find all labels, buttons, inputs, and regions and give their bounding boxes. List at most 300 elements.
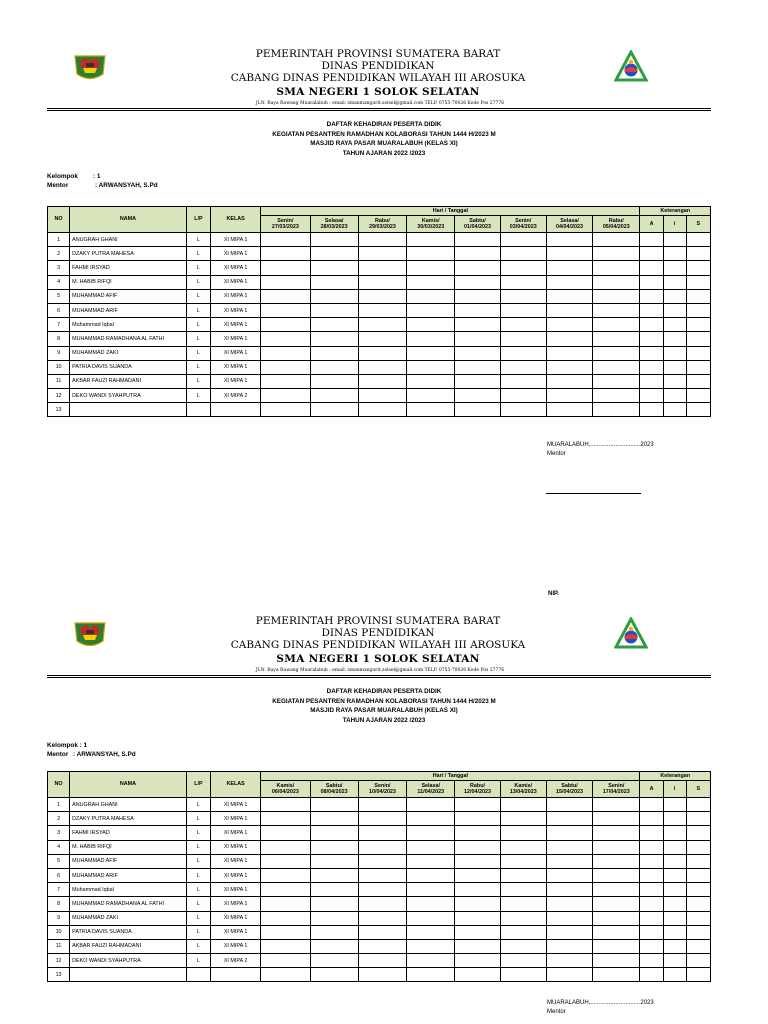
attendance-cell[interactable] xyxy=(546,883,592,897)
attendance-cell[interactable] xyxy=(407,854,455,868)
letterhead-rule-thin xyxy=(47,677,711,678)
attendance-cell[interactable] xyxy=(358,840,406,854)
attendance-cell[interactable] xyxy=(261,275,310,289)
attendance-cell[interactable] xyxy=(686,883,710,897)
attendance-cell[interactable] xyxy=(310,897,358,911)
attendance-cell[interactable] xyxy=(593,374,640,388)
attendance-cell[interactable] xyxy=(310,812,358,826)
attendance-cell[interactable] xyxy=(455,826,500,840)
attendance-cell[interactable] xyxy=(310,346,358,360)
attendance-cell[interactable] xyxy=(546,247,592,261)
attendance-cell[interactable] xyxy=(500,868,546,882)
attendance-cell[interactable] xyxy=(407,360,455,374)
attendance-cell[interactable] xyxy=(663,968,686,982)
attendance-cell[interactable] xyxy=(261,403,310,417)
attendance-cell[interactable] xyxy=(593,826,640,840)
attendance-cell[interactable] xyxy=(593,247,640,261)
attendance-cell[interactable] xyxy=(546,261,592,275)
attendance-cell[interactable] xyxy=(686,318,710,332)
attendance-cell[interactable] xyxy=(686,346,710,360)
attendance-cell[interactable] xyxy=(455,261,500,275)
title-1: DAFTAR KEHADIRAN PESERTA DIDIK xyxy=(326,688,442,695)
attendance-cell[interactable] xyxy=(358,826,406,840)
attendance-cell[interactable] xyxy=(593,968,640,982)
attendance-cell[interactable] xyxy=(407,261,455,275)
attendance-cell[interactable] xyxy=(593,318,640,332)
attendance-cell[interactable] xyxy=(686,812,710,826)
attendance-cell[interactable] xyxy=(358,332,406,346)
attendance-cell[interactable] xyxy=(546,840,592,854)
attendance-cell[interactable] xyxy=(593,303,640,317)
attendance-cell[interactable] xyxy=(310,854,358,868)
attendance-cell[interactable] xyxy=(407,925,455,939)
attendance-cell[interactable] xyxy=(686,261,710,275)
attendance-cell[interactable] xyxy=(455,346,500,360)
attendance-cell[interactable] xyxy=(640,303,663,317)
attendance-cell[interactable] xyxy=(455,812,500,826)
attendance-cell[interactable] xyxy=(310,318,358,332)
attendance-cell[interactable] xyxy=(310,332,358,346)
attendance-cell[interactable] xyxy=(500,925,546,939)
attendance-cell[interactable] xyxy=(686,798,710,812)
attendance-cell[interactable] xyxy=(455,332,500,346)
attendance-cell[interactable] xyxy=(261,247,310,261)
attendance-cell[interactable] xyxy=(310,303,358,317)
attendance-cell[interactable] xyxy=(546,389,592,403)
cell-nama: Muhammad Iqbal xyxy=(70,318,187,332)
attendance-cell[interactable] xyxy=(310,389,358,403)
attendance-cell[interactable] xyxy=(455,840,500,854)
attendance-cell[interactable] xyxy=(593,840,640,854)
attendance-cell[interactable] xyxy=(500,332,546,346)
attendance-cell[interactable] xyxy=(686,233,710,247)
attendance-cell[interactable] xyxy=(640,275,663,289)
attendance-cell[interactable] xyxy=(686,939,710,953)
attendance-cell[interactable] xyxy=(686,332,710,346)
attendance-cell[interactable] xyxy=(455,275,500,289)
attendance-cell[interactable] xyxy=(593,897,640,911)
attendance-cell[interactable] xyxy=(455,389,500,403)
attendance-cell[interactable] xyxy=(310,883,358,897)
attendance-cell[interactable] xyxy=(500,289,546,303)
attendance-cell[interactable] xyxy=(261,854,310,868)
attendance-cell[interactable] xyxy=(640,826,663,840)
attendance-cell[interactable] xyxy=(546,854,592,868)
attendance-cell[interactable] xyxy=(546,275,592,289)
attendance-cell[interactable] xyxy=(310,911,358,925)
attendance-cell[interactable] xyxy=(358,346,406,360)
attendance-cell[interactable] xyxy=(310,247,358,261)
attendance-cell[interactable] xyxy=(640,247,663,261)
attendance-cell[interactable] xyxy=(358,233,406,247)
attendance-cell[interactable] xyxy=(500,360,546,374)
attendance-cell[interactable] xyxy=(686,840,710,854)
attendance-cell[interactable] xyxy=(500,826,546,840)
attendance-cell[interactable] xyxy=(500,261,546,275)
attendance-cell[interactable] xyxy=(640,897,663,911)
attendance-cell[interactable] xyxy=(546,798,592,812)
attendance-cell[interactable] xyxy=(310,374,358,388)
attendance-cell[interactable] xyxy=(500,883,546,897)
attendance-cell[interactable] xyxy=(407,403,455,417)
attendance-cell[interactable] xyxy=(407,275,455,289)
attendance-cell[interactable] xyxy=(261,332,310,346)
attendance-cell[interactable] xyxy=(593,275,640,289)
attendance-cell[interactable] xyxy=(640,233,663,247)
attendance-cell[interactable] xyxy=(686,925,710,939)
attendance-cell[interactable] xyxy=(455,883,500,897)
attendance-cell[interactable] xyxy=(500,798,546,812)
attendance-cell[interactable] xyxy=(663,883,686,897)
attendance-cell[interactable] xyxy=(593,939,640,953)
attendance-cell[interactable] xyxy=(358,954,406,968)
attendance-cell[interactable] xyxy=(640,389,663,403)
col-header-no: NO xyxy=(48,772,70,798)
attendance-cell[interactable] xyxy=(640,925,663,939)
attendance-cell[interactable] xyxy=(640,798,663,812)
attendance-cell[interactable] xyxy=(640,883,663,897)
attendance-cell[interactable] xyxy=(686,911,710,925)
attendance-cell[interactable] xyxy=(407,332,455,346)
attendance-cell[interactable] xyxy=(358,247,406,261)
attendance-cell[interactable] xyxy=(358,897,406,911)
attendance-cell[interactable] xyxy=(663,261,686,275)
col-header-lp: L/P xyxy=(186,207,210,233)
attendance-cell[interactable] xyxy=(455,925,500,939)
attendance-cell[interactable] xyxy=(407,289,455,303)
attendance-cell[interactable] xyxy=(358,403,406,417)
attendance-cell[interactable] xyxy=(640,261,663,275)
attendance-cell[interactable] xyxy=(593,346,640,360)
attendance-cell[interactable] xyxy=(310,798,358,812)
attendance-cell[interactable] xyxy=(663,826,686,840)
attendance-cell[interactable] xyxy=(407,840,455,854)
attendance-cell[interactable] xyxy=(261,812,310,826)
attendance-cell[interactable] xyxy=(593,868,640,882)
attendance-cell[interactable] xyxy=(261,389,310,403)
attendance-cell[interactable] xyxy=(358,883,406,897)
attendance-cell[interactable] xyxy=(358,389,406,403)
attendance-cell[interactable] xyxy=(663,360,686,374)
attendance-cell[interactable] xyxy=(455,360,500,374)
attendance-cell[interactable] xyxy=(663,374,686,388)
attendance-cell[interactable] xyxy=(663,389,686,403)
attendance-cell[interactable] xyxy=(686,360,710,374)
attendance-cell[interactable] xyxy=(686,289,710,303)
attendance-cell[interactable] xyxy=(310,233,358,247)
attendance-cell[interactable] xyxy=(261,318,310,332)
attendance-cell[interactable] xyxy=(358,318,406,332)
attendance-cell[interactable] xyxy=(593,883,640,897)
attendance-cell[interactable] xyxy=(500,968,546,982)
attendance-cell[interactable] xyxy=(593,332,640,346)
attendance-cell[interactable] xyxy=(663,247,686,261)
attendance-cell[interactable] xyxy=(455,374,500,388)
attendance-cell[interactable] xyxy=(640,911,663,925)
attendance-cell[interactable] xyxy=(500,403,546,417)
attendance-cell[interactable] xyxy=(358,939,406,953)
attendance-cell[interactable] xyxy=(593,954,640,968)
attendance-cell[interactable] xyxy=(261,826,310,840)
attendance-cell[interactable] xyxy=(358,911,406,925)
attendance-cell[interactable] xyxy=(407,826,455,840)
attendance-cell[interactable] xyxy=(546,968,592,982)
attendance-cell[interactable] xyxy=(546,332,592,346)
attendance-cell[interactable] xyxy=(358,854,406,868)
attendance-cell[interactable] xyxy=(593,812,640,826)
attendance-cell[interactable] xyxy=(261,954,310,968)
cell-lp: L xyxy=(186,261,210,275)
attendance-cell[interactable] xyxy=(310,968,358,982)
attendance-cell[interactable] xyxy=(546,318,592,332)
attendance-cell[interactable] xyxy=(546,954,592,968)
attendance-cell[interactable] xyxy=(407,812,455,826)
attendance-cell[interactable] xyxy=(593,854,640,868)
attendance-cell[interactable] xyxy=(310,403,358,417)
attendance-cell[interactable] xyxy=(546,233,592,247)
attendance-cell[interactable] xyxy=(500,911,546,925)
attendance-cell[interactable] xyxy=(261,925,310,939)
attendance-cell[interactable] xyxy=(358,968,406,982)
day-date: 29/03/2023 xyxy=(368,224,396,230)
attendance-cell[interactable] xyxy=(546,939,592,953)
attendance-cell[interactable] xyxy=(686,968,710,982)
attendance-cell[interactable] xyxy=(663,812,686,826)
attendance-cell[interactable] xyxy=(593,925,640,939)
attendance-cell[interactable] xyxy=(546,911,592,925)
attendance-cell[interactable] xyxy=(261,374,310,388)
attendance-cell[interactable] xyxy=(686,854,710,868)
attendance-cell[interactable] xyxy=(640,360,663,374)
attendance-cell[interactable] xyxy=(261,868,310,882)
attendance-cell[interactable] xyxy=(593,261,640,275)
attendance-cell[interactable] xyxy=(407,798,455,812)
attendance-cell[interactable] xyxy=(663,332,686,346)
attendance-cell[interactable] xyxy=(407,303,455,317)
attendance-cell[interactable] xyxy=(663,939,686,953)
attendance-cell[interactable] xyxy=(407,389,455,403)
attendance-cell[interactable] xyxy=(593,289,640,303)
attendance-cell[interactable] xyxy=(358,374,406,388)
attendance-cell[interactable] xyxy=(686,403,710,417)
attendance-cell[interactable] xyxy=(640,939,663,953)
attendance-cell[interactable] xyxy=(455,854,500,868)
attendance-cell[interactable] xyxy=(455,897,500,911)
attendance-cell[interactable] xyxy=(407,968,455,982)
attendance-cell[interactable] xyxy=(455,911,500,925)
attendance-cell[interactable] xyxy=(500,318,546,332)
attendance-cell[interactable] xyxy=(310,826,358,840)
attendance-cell[interactable] xyxy=(686,247,710,261)
attendance-cell[interactable] xyxy=(546,868,592,882)
attendance-cell[interactable] xyxy=(500,389,546,403)
attendance-cell[interactable] xyxy=(310,954,358,968)
attendance-cell[interactable] xyxy=(500,840,546,854)
attendance-cell[interactable] xyxy=(455,968,500,982)
attendance-cell[interactable] xyxy=(500,346,546,360)
attendance-cell[interactable] xyxy=(407,868,455,882)
attendance-cell[interactable] xyxy=(261,883,310,897)
attendance-cell[interactable] xyxy=(663,897,686,911)
attendance-cell[interactable] xyxy=(593,389,640,403)
attendance-cell[interactable] xyxy=(663,911,686,925)
attendance-cell[interactable] xyxy=(407,233,455,247)
attendance-cell[interactable] xyxy=(500,275,546,289)
attendance-cell[interactable] xyxy=(663,403,686,417)
attendance-cell[interactable] xyxy=(310,275,358,289)
attendance-cell[interactable] xyxy=(640,403,663,417)
attendance-cell[interactable] xyxy=(358,261,406,275)
attendance-cell[interactable] xyxy=(358,289,406,303)
attendance-cell[interactable] xyxy=(640,854,663,868)
attendance-cell[interactable] xyxy=(358,303,406,317)
attendance-cell[interactable] xyxy=(407,374,455,388)
attendance-cell[interactable] xyxy=(455,868,500,882)
attendance-cell[interactable] xyxy=(546,812,592,826)
attendance-cell[interactable] xyxy=(500,247,546,261)
attendance-cell[interactable] xyxy=(455,303,500,317)
attendance-cell[interactable] xyxy=(407,247,455,261)
attendance-cell[interactable] xyxy=(261,289,310,303)
attendance-cell[interactable] xyxy=(640,812,663,826)
attendance-cell[interactable] xyxy=(686,374,710,388)
attendance-cell[interactable] xyxy=(663,925,686,939)
attendance-cell[interactable] xyxy=(261,840,310,854)
attendance-cell[interactable] xyxy=(500,303,546,317)
attendance-cell[interactable] xyxy=(455,233,500,247)
attendance-cell[interactable] xyxy=(640,840,663,854)
attendance-cell[interactable] xyxy=(546,403,592,417)
attendance-cell[interactable] xyxy=(593,403,640,417)
attendance-cell[interactable] xyxy=(500,233,546,247)
attendance-cell[interactable] xyxy=(593,233,640,247)
attendance-cell[interactable] xyxy=(455,403,500,417)
attendance-cell[interactable] xyxy=(455,289,500,303)
attendance-cell[interactable] xyxy=(407,911,455,925)
attendance-cell[interactable] xyxy=(686,868,710,882)
attendance-cell[interactable] xyxy=(261,261,310,275)
cell-nama: MUHAMMAD ARIF xyxy=(70,868,187,882)
attendance-cell[interactable] xyxy=(663,954,686,968)
attendance-cell[interactable] xyxy=(663,318,686,332)
attendance-cell[interactable] xyxy=(663,854,686,868)
attendance-cell[interactable] xyxy=(593,360,640,374)
attendance-cell[interactable] xyxy=(310,289,358,303)
attendance-cell[interactable] xyxy=(407,883,455,897)
attendance-cell[interactable] xyxy=(546,303,592,317)
attendance-cell[interactable] xyxy=(358,925,406,939)
attendance-cell[interactable] xyxy=(358,275,406,289)
attendance-cell[interactable] xyxy=(640,954,663,968)
cell-no: 7 xyxy=(48,318,70,332)
attendance-cell[interactable] xyxy=(310,925,358,939)
attendance-cell[interactable] xyxy=(261,968,310,982)
attendance-cell[interactable] xyxy=(310,939,358,953)
attendance-cell[interactable] xyxy=(310,840,358,854)
cell-kelas: XI MIPA 1 xyxy=(210,318,260,332)
attendance-cell[interactable] xyxy=(663,275,686,289)
attendance-cell[interactable] xyxy=(261,897,310,911)
attendance-cell[interactable] xyxy=(640,374,663,388)
attendance-cell[interactable] xyxy=(261,911,310,925)
attendance-cell[interactable] xyxy=(261,798,310,812)
attendance-cell[interactable] xyxy=(546,374,592,388)
attendance-cell[interactable] xyxy=(686,826,710,840)
attendance-cell[interactable] xyxy=(686,954,710,968)
attendance-cell[interactable] xyxy=(407,318,455,332)
attendance-cell[interactable] xyxy=(500,812,546,826)
attendance-cell[interactable] xyxy=(261,303,310,317)
attendance-cell[interactable] xyxy=(261,360,310,374)
attendance-cell[interactable] xyxy=(500,954,546,968)
attendance-cell[interactable] xyxy=(455,318,500,332)
attendance-table xyxy=(47,771,711,982)
attendance-cell[interactable] xyxy=(546,897,592,911)
attendance-cell[interactable] xyxy=(640,318,663,332)
attendance-cell[interactable] xyxy=(663,346,686,360)
attendance-cell[interactable] xyxy=(455,798,500,812)
attendance-cell[interactable] xyxy=(546,289,592,303)
attendance-cell[interactable] xyxy=(546,360,592,374)
attendance-cell[interactable] xyxy=(407,346,455,360)
attendance-cell[interactable] xyxy=(663,840,686,854)
attendance-cell[interactable] xyxy=(500,374,546,388)
attendance-cell[interactable] xyxy=(640,332,663,346)
attendance-cell[interactable] xyxy=(663,303,686,317)
letterhead-line-1: PEMERINTAH PROVINSI SUMATERA BARAT xyxy=(255,615,501,627)
attendance-cell[interactable] xyxy=(500,854,546,868)
attendance-cell[interactable] xyxy=(686,303,710,317)
attendance-cell[interactable] xyxy=(407,897,455,911)
attendance-cell[interactable] xyxy=(310,868,358,882)
attendance-cell[interactable] xyxy=(310,360,358,374)
attendance-cell[interactable] xyxy=(407,954,455,968)
attendance-cell[interactable] xyxy=(640,346,663,360)
attendance-cell[interactable] xyxy=(546,826,592,840)
attendance-cell[interactable] xyxy=(358,812,406,826)
attendance-cell[interactable] xyxy=(593,798,640,812)
attendance-cell[interactable] xyxy=(593,911,640,925)
attendance-cell[interactable] xyxy=(686,897,710,911)
attendance-cell[interactable] xyxy=(640,289,663,303)
day-name: Rabu/ xyxy=(608,217,624,224)
attendance-cell[interactable] xyxy=(686,389,710,403)
attendance-cell[interactable] xyxy=(310,261,358,275)
attendance-cell[interactable] xyxy=(546,346,592,360)
attendance-cell[interactable] xyxy=(358,868,406,882)
attendance-cell[interactable] xyxy=(358,360,406,374)
attendance-cell[interactable] xyxy=(640,968,663,982)
attendance-cell[interactable] xyxy=(546,925,592,939)
attendance-cell[interactable] xyxy=(261,233,310,247)
attendance-cell[interactable] xyxy=(663,868,686,882)
attendance-cell[interactable] xyxy=(358,798,406,812)
attendance-cell[interactable] xyxy=(455,954,500,968)
attendance-cell[interactable] xyxy=(686,275,710,289)
attendance-cell[interactable] xyxy=(663,798,686,812)
attendance-cell[interactable] xyxy=(663,289,686,303)
attendance-cell[interactable] xyxy=(663,233,686,247)
attendance-cell[interactable] xyxy=(455,247,500,261)
attendance-cell[interactable] xyxy=(455,939,500,953)
attendance-cell[interactable] xyxy=(500,939,546,953)
attendance-cell[interactable] xyxy=(261,346,310,360)
attendance-cell[interactable] xyxy=(407,939,455,953)
day-date: 10/04/2023 xyxy=(368,789,396,795)
attendance-cell[interactable] xyxy=(500,897,546,911)
attendance-cell[interactable] xyxy=(261,939,310,953)
attendance-cell[interactable] xyxy=(640,868,663,882)
